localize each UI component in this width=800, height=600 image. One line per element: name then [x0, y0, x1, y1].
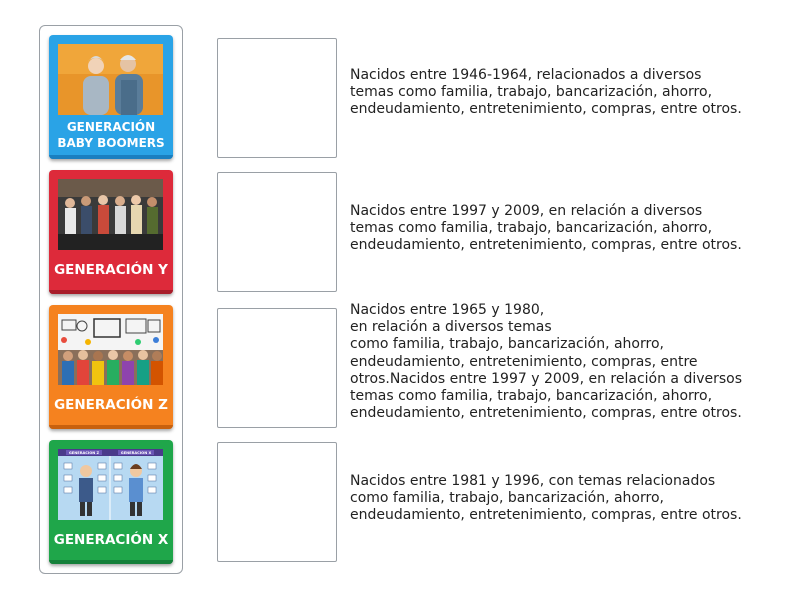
- drop-slot-2[interactable]: [217, 172, 337, 292]
- card-edge: [49, 290, 173, 294]
- card-generacion-z[interactable]: [49, 305, 173, 429]
- card-generacion-y[interactable]: [49, 170, 173, 294]
- card-label: GENERACIÓN Z: [54, 397, 168, 413]
- x-card-banner-left: GENERACION Z: [68, 451, 100, 456]
- generacion-y-photo: [58, 179, 163, 250]
- card-label: GENERACIÓN Y: [54, 262, 168, 278]
- card-edge: [49, 425, 173, 429]
- description-1: Nacidos entre 1946-1964, relacionados a diversos temas como familia, trabajo, bancarización, ahorro, endeudamiento, entretenimiento, compras, entre otros.: [350, 67, 742, 118]
- card-generacion-x[interactable]: [49, 440, 173, 564]
- drop-slot-4[interactable]: [217, 442, 337, 562]
- drop-slot-3[interactable]: [217, 308, 337, 428]
- generacion-z-photo: [58, 314, 163, 385]
- card-edge: [49, 155, 173, 159]
- description-3: Nacidos entre 1965 y 1980, en relación a diversos temas como familia, trabajo, bancarización, ahorro, endeudamiento, entretenimiento, compras, entre otros.Nacidos entre 1997 y 2009, en relación a diversos temas como familia, trabajo, bancarización, ahorro, endeudamiento, entretenimiento, compras, entre otros.: [350, 302, 743, 422]
- card-label: GENERACIÓN BABY BOOMERS: [57, 120, 165, 150]
- card-label: GENERACIÓN X: [53, 532, 169, 548]
- description-2: Nacidos entre 1997 y 2009, en relación a diversos temas como familia, trabajo, bancarización, ahorro, endeudamiento, entretenimiento, compras, entre otros.: [350, 203, 742, 254]
- generacion-x-illustration: [58, 449, 163, 520]
- description-4: Nacidos entre 1981 y 1996, con temas relacionados como familia, trabajo, bancarización, ahorro, endeudamiento, entretenimiento, compras, entre otros.: [350, 473, 742, 524]
- card-baby-boomers[interactable]: [49, 35, 173, 159]
- card-edge: [49, 560, 173, 564]
- baby-boomers-photo: [58, 44, 163, 115]
- drop-slot-1[interactable]: [217, 38, 337, 158]
- x-card-banner-right: GENERACION X: [120, 451, 152, 456]
